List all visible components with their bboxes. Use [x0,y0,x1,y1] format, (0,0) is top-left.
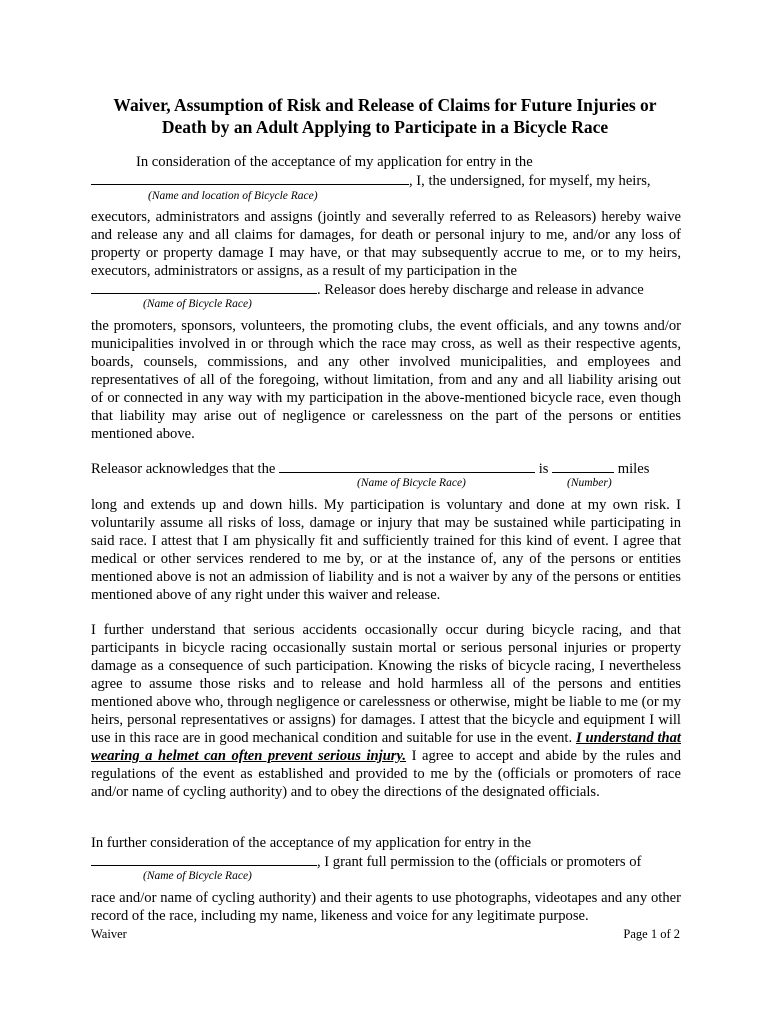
p4-blank-line [91,852,641,871]
p1-body: executors, administrators and assigns (jointly and severally referred to as Releasors) hereby waive and release any and all claims for damages, for death or personal injury to me, and/or any loss of property or property damage I may have, or that may subsequently accrue to me, or to my heirs, executors, administrators or assigns, as a result of my participation in the [91,209,681,279]
p1-blank-line-2 [91,280,644,299]
p2-miles: miles [617,461,650,477]
p2-is: is [538,461,549,477]
p1-after-blank-2: . Releasor does hereby discharge and release in advance [317,282,644,298]
footer-page-number: Page 1 of 2 [623,927,680,941]
p1-blank-line [91,171,651,190]
p4-body: race and/or name of cycling authority) and their agents to use photographs, videotapes and any other record of the race, including my name, likeness and voice for any legitimate purpose. [91,890,681,924]
caption-race-name-1: (Name of Bicycle Race) [143,298,252,310]
p3-body-b: I agree to accept and abide by the rules and regulations of the event as established and provided to me by the (officials or promoters of race and/or name of cycling authority) and to obey the directions of the designated officials. [91,748,682,800]
p1-after-blank: , I, the undersigned, for myself, my heirs, [409,173,651,189]
helmet-statement: I understand that wearing a helmet can often prevent serious injury. [91,730,681,764]
p1-body-2: the promoters, sponsors, volunteers, the promoting clubs, the event officials, and any towns and/or municipalities involved in or through which the race may cross, as well as their respective agents, boards, counsels, commissions, and any other involved municipalities, and employees and representatives of all of the foregoing, without limitation, from and any and all liability arising out of or connected in any way with my participation in the above-mentioned bicycle race, even though that liability may arise out of negligence or carelessness on the part of the persons or entities mentioned above. [91,318,681,442]
p4-after-blank: , I grant full permission to the (officials or promoters of [317,854,642,870]
title-line-2: Death by an Adult Applying to Participate in a Bicycle Race [161,117,609,137]
miles-number-blank[interactable] [552,459,614,473]
p3-body [91,621,681,801]
caption-name-location: (Name and location of Bicycle Race) [148,190,318,202]
p2-body: long and extends up and down hills. My participation is voluntary and done at my own risk. I voluntarily assume all risks of loss, damage or injury that may be sustained while participating in said race. I attest that I am physically fit and sufficiently trained for this kind of event. I agree that medical or other services rendered to me by, or at the instance of, any of the persons or entities mentioned above is not an admission of liability and is not a waiver by any of the persons or entities mentioned above of any right under this waiver and release. [91,497,681,603]
p3-body-a: I further understand that serious accidents occasionally occur during bicycle racing, and that participants in bicycle racing occasionally sustain mortal or serious personal injuries or property damage as a consequence of such participation. Knowing the risks of bicycle racing, I nevertheless agree to assume those risks and to release and hold harmless all of the persons and entities mentioned above who, through negligence or carelessness or otherwise, might be liable to me (or my heirs, personal representatives or assigns) for damages. I attest that the bicycle and equipment I will use in this race are in good mechanical condition and suitable for use in the event. [91,622,681,746]
p2-intro: Releasor acknowledges that the [91,461,276,477]
p1-intro: In consideration of the acceptance of my application for entry in the [136,154,533,170]
race-name-blank-3[interactable] [91,852,317,866]
document-title [60,94,710,138]
caption-number: (Number) [567,477,612,489]
race-name-location-blank[interactable] [91,171,409,185]
p2-intro-line [91,459,649,478]
footer-left: Waiver [91,927,127,941]
race-name-blank-1[interactable] [91,280,317,294]
p4-intro: In further consideration of the acceptance of my application for entry in the [91,835,532,851]
title-line-1: Waiver, Assumption of Risk and Release of Claims for Future Injuries or [113,95,657,115]
caption-race-name-2: (Name of Bicycle Race) [357,477,466,489]
race-name-blank-2[interactable] [279,459,535,473]
caption-race-name-3: (Name of Bicycle Race) [143,870,252,882]
